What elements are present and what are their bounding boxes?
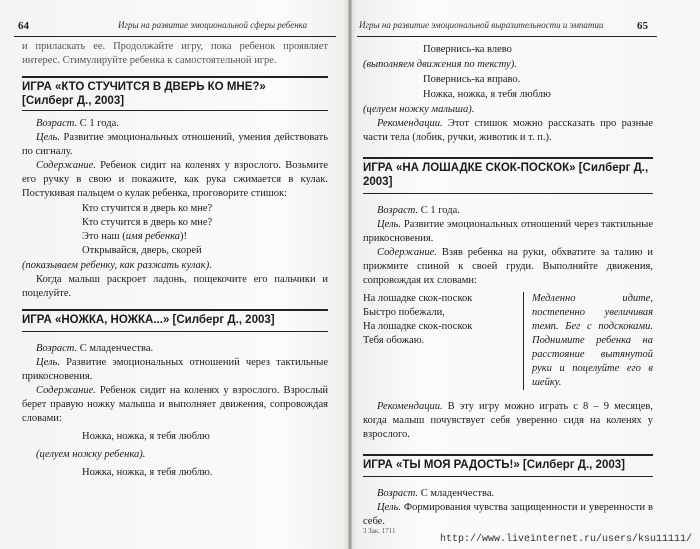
recommendation-1 [363,117,653,145]
game3-heading [363,157,653,191]
verse-name-suffix: )! [180,231,188,242]
game2-age-label: Возраст. [36,343,78,354]
game1-title: ИГРА «КТО СТУЧИТСЯ В ДВЕРЬ КО МНЕ?» [22,81,266,93]
game4-heading-rule [363,476,653,477]
right-page-content [363,42,653,529]
game2-content-label: Содержание. [36,385,96,396]
game1-stage-direction: (показываем ребенку, как разжать кулак). [22,260,212,271]
verse-top3: Ножка, ножка, я тебя люблю [423,89,551,100]
verse-name-italic: имя ребенка [125,231,181,242]
game1-ending: Когда малыш раскроет ладонь, пощекочите его пальчики и поцелуйте. [22,274,328,299]
game1-content [22,159,328,201]
game2-heading [22,309,328,329]
game3-verse-line: На лошадке скок-поскок [363,293,473,304]
game3-title: ИГРА «НА ЛОШАДКЕ СКОК-ПОСКОК» [Силберг Д., 2003] [363,162,649,188]
game1-verse-line: Кто стучится в дверь ко мне? [82,217,213,228]
rec-text: Этот стишок можно рассказать про разные части тела (лобик, ручки, животик и т. п.). [363,118,653,143]
game4-goal-label: Цель. [377,502,401,513]
game4-title: ИГРА «ТЫ МОЯ РАДОСТЬ!» [Силберг Д., 2003] [363,459,625,471]
game3-verse-line: Быстро побежали, [363,307,445,318]
game2-title: ИГРА «НОЖКА, НОЖКА...» [Силберг Д., 2003] [22,314,275,326]
game2-goal-value: Развитие эмоциональных отношений через тактильные прикосновения. [22,357,328,382]
game1-content-label: Содержание. [36,160,96,171]
left-header-rule [14,36,336,37]
game3-verse-line: Тебя обожаю. [363,335,425,346]
game3-content-value: Взяв ребенка на руки, обхватите за талию и прижмите спиной к своей груди. Выполняйте движения, сопровождая их словами: [363,247,653,286]
right-page-number: 65 [637,20,648,32]
game3-recommendation [363,400,653,442]
right-page [351,0,700,549]
game4-goal [363,501,653,529]
rec-label: Рекомендации. [377,118,443,129]
game1-verse [22,202,328,258]
game1-verse-line: Открывайся, дверь, скорей [82,245,202,256]
game2-verse1: Ножка, ножка, я тебя люблю [82,431,210,442]
game3-two-column-block [363,292,653,390]
game4-age-value: С младенчества. [418,488,495,499]
right-header-rule [357,36,657,37]
game3-verse [363,292,523,390]
game2-goal-label: Цель. [36,357,60,368]
printer-mark: 3 Зак. 1711 [363,527,396,535]
verse-name-prefix: Это наш ( [82,231,126,242]
game2-goal [22,356,328,384]
game1-content-value: Ребенок сидит на коленях у взрослого. Возьмите его ручку в свою и покажите, как рука сжимается в кулак. Постукивая пальцем о кулак ребенка, проговорите стишок: [22,160,328,199]
game3-age [363,204,653,218]
game3-heading-rule [363,193,653,194]
game3-age-value: С 1 года. [418,205,460,216]
watermark-url: http://www.liveinternet.ru/users/ksu11111/ [439,534,692,545]
game1-goal-value: Развитие эмоциональных отношений, умения действовать по сигналу. [22,132,328,157]
left-running-title: Игры на развитие эмоциональной сферы ребенка [118,20,308,30]
game3-verse-line: На лошадке скок-поскок [363,321,473,332]
game1-age [22,117,328,131]
verse-top1: Повернись-ка влево [423,44,512,55]
game1-goal [22,131,328,159]
right-running-title: Игры на развитие эмоциональной выразительности и эмпатии [359,20,604,30]
direction-top: (выполняем движения по тексту). [363,59,517,70]
game1-verse-line: Кто стучится в дверь ко мне? [82,203,213,214]
game2-heading-rule [22,331,328,332]
game2-age-value: С младенчества. [77,343,154,354]
left-page-content [22,40,328,481]
game4-heading [363,454,653,474]
game3-content [363,246,653,288]
game3-rec-text: В эту игру можно играть с 8 – 9 месяцев, когда малыш почувствует себя уверенно сидя на коленях у взрослого. [363,401,653,440]
game3-age-label: Возраст. [377,205,419,216]
game1-age-value: С 1 года. [77,118,119,129]
game2-verse2: Ножка, ножка, я тебя люблю. [82,467,213,478]
game3-content-label: Содержание. [377,247,437,258]
verse-top2: Повернись-ка вправо. [423,74,521,85]
game2-direction: (целуем ножку ребенка). [36,449,146,460]
game1-verse-name-line [82,230,328,244]
game1-heading [22,76,328,111]
game2-content [22,384,328,426]
game3-side-note: Медленно идите, постепенно увеличивая темп. Бег с подскоками. Поднимите ребенка на расстояние вытянутой руки и поцелуйте его в шейку. [523,292,653,390]
game1-goal-label: Цель. [36,132,60,143]
game3-rec-label: Рекомендации. [377,401,443,412]
left-page [0,0,349,549]
left-intro-text: и приласкать ее. Продолжайте игру, пока ребенок проявляет интерес. Стимулируйте ребенка к самостоятельной игре. [22,41,328,66]
game3-goal [363,218,653,246]
game3-goal-value: Развитие эмоциональных отношений через тактильные прикосновения. [363,219,653,244]
game2-age [22,342,328,356]
direction-kiss: (целуем ножку малыша). [363,104,475,115]
game4-goal-value: Формирования чувства защищенности и уверенности в себе. [363,502,653,527]
game1-age-label: Возраст. [36,118,78,129]
game3-goal-label: Цель. [377,219,401,230]
left-page-number: 64 [18,20,29,32]
game4-age [363,487,653,501]
game4-age-label: Возраст. [377,488,419,499]
game2-content-value: Ребенок сидит на коленях у взрослого. Взрослый берет правую ножку малыша и выполняет движения, сопровождая словами: [22,385,328,424]
game1-author: [Силберг Д., 2003] [22,95,125,107]
